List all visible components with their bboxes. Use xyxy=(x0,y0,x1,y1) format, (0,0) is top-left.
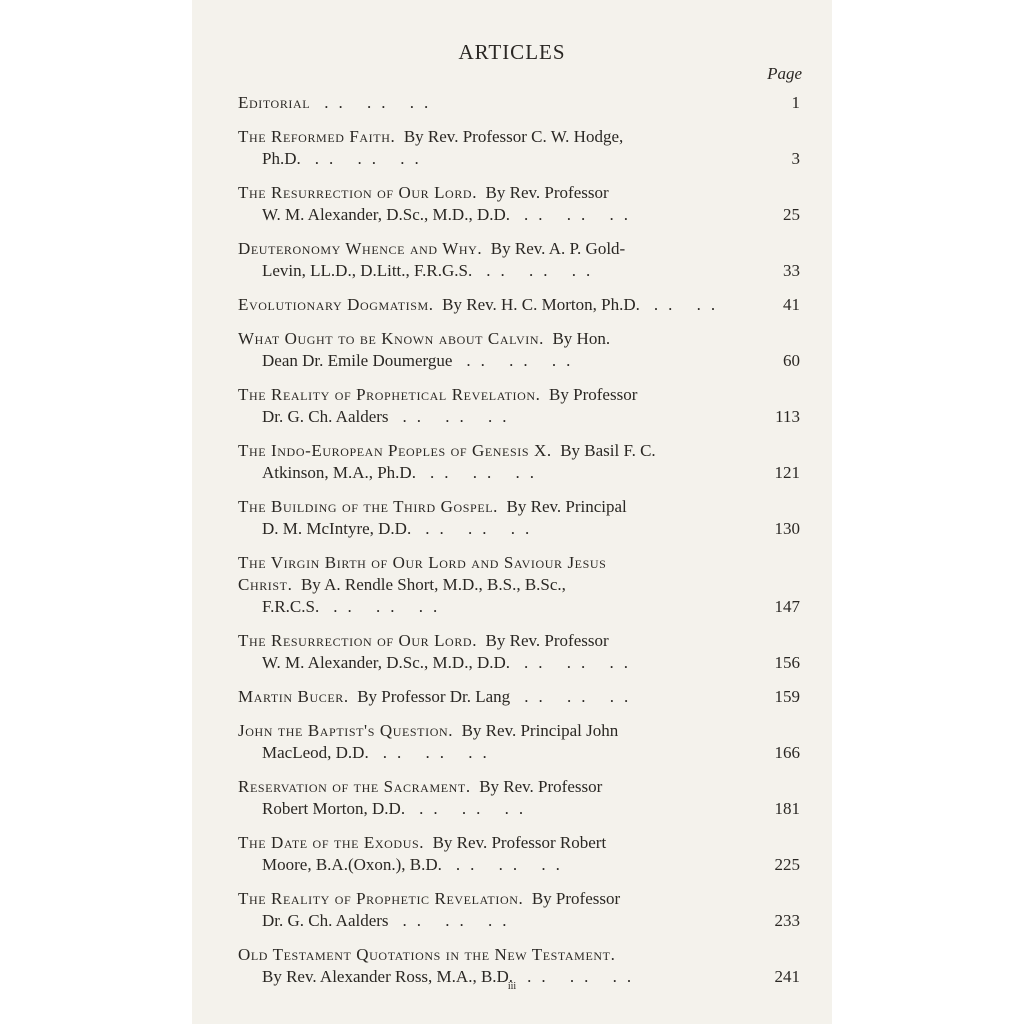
page-number: 225 xyxy=(774,855,800,874)
article-author: W. M. Alexander, D.Sc., M.D., D.D. xyxy=(262,205,511,224)
article-author: Dr. G. Ch. Aalders xyxy=(262,407,389,426)
toc-entry xyxy=(238,126,800,170)
article-author: By Rev. A. P. Gold- xyxy=(482,239,626,258)
article-author: By Rev. Principal John xyxy=(453,721,619,740)
leader-dots: .. .. .. xyxy=(402,911,517,930)
leader-dots: .. .. .. xyxy=(402,407,517,426)
page-number: 130 xyxy=(774,519,800,538)
toc-entry-line xyxy=(238,148,740,170)
toc-entry xyxy=(238,720,800,764)
page-number: 113 xyxy=(775,407,800,426)
article-author: Ph.D. xyxy=(262,149,301,168)
page-heading: ARTICLES xyxy=(458,40,566,64)
toc-entry-line xyxy=(238,440,740,462)
page-number: 121 xyxy=(774,463,800,482)
leader-dots: .. .. .. xyxy=(429,463,544,482)
article-author: Robert Morton, D.D. xyxy=(262,799,406,818)
article-author: By Professor xyxy=(540,385,638,404)
toc-entry-line xyxy=(238,384,740,406)
toc-entry xyxy=(238,328,800,372)
article-author: MacLeod, D.D. xyxy=(262,743,369,762)
leader-dots: .. .. .. xyxy=(527,967,642,986)
page-number: 156 xyxy=(774,653,800,672)
leader-dots: .. .. .. xyxy=(314,149,429,168)
page-number: 241 xyxy=(774,967,800,986)
page-number: 147 xyxy=(774,597,800,616)
toc-entry-line xyxy=(238,462,740,484)
toc-entry xyxy=(238,776,800,820)
article-title: Martin Bucer. xyxy=(238,687,349,706)
article-author: W. M. Alexander, D.Sc., M.D., D.D. xyxy=(262,653,511,672)
leader-dots: .. .. .. xyxy=(455,855,570,874)
article-title: The Building of the Third Gospel. xyxy=(238,497,499,516)
toc-entry xyxy=(238,888,800,932)
article-author: By Rev. Professor C. W. Hodge, xyxy=(395,127,624,146)
leader-dots: .. .. .. xyxy=(425,519,540,538)
toc-entry-line xyxy=(238,574,740,596)
article-author: By A. Rendle Short, M.D., B.S., B.Sc., xyxy=(292,575,566,594)
article-title: The Resurrection of Our Lord. xyxy=(238,183,478,202)
toc-entry xyxy=(238,238,800,282)
leader-dots: .. .. .. xyxy=(419,799,534,818)
page-number: 181 xyxy=(774,799,800,818)
article-author: D. M. McIntyre, D.D. xyxy=(262,519,412,538)
article-title: The Virgin Birth of Our Lord and Saviour Jesus xyxy=(238,553,607,572)
leader-dots: .. .. .. xyxy=(486,261,601,280)
article-title: Christ. xyxy=(238,575,293,594)
article-title: John the Baptist's Question. xyxy=(238,721,454,740)
page-number: 166 xyxy=(774,743,800,762)
article-author: By Basil F. C. xyxy=(551,441,656,460)
article-title: What Ought to be Known about Calvin. xyxy=(238,329,544,348)
article-author: By Rev. Professor Robert xyxy=(424,833,607,852)
toc-entry-line xyxy=(238,260,740,282)
article-author: Atkinson, M.A., Ph.D. xyxy=(262,463,416,482)
toc-entry-line xyxy=(238,832,740,854)
toc-entry-line xyxy=(238,126,740,148)
article-author: By Professor Dr. Lang xyxy=(348,687,511,706)
toc-entry-line xyxy=(238,406,740,428)
toc-entry-line xyxy=(238,944,740,966)
page-number: 41 xyxy=(783,295,800,314)
toc-entry xyxy=(238,832,800,876)
table-of-contents xyxy=(238,92,800,1000)
toc-entry-line xyxy=(238,350,740,372)
page-number: 25 xyxy=(783,205,800,224)
toc-entry-line xyxy=(238,798,740,820)
article-author: By Rev. Alexander Ross, M.A., B.D. xyxy=(262,967,514,986)
toc-entry-line xyxy=(238,92,740,114)
toc-entry-line xyxy=(238,596,740,618)
toc-entry-line xyxy=(238,742,740,764)
leader-dots: .. .. .. xyxy=(333,597,448,616)
toc-entry-line xyxy=(238,888,740,910)
page-folio: iii xyxy=(507,981,517,992)
article-title: The Reality of Prophetic Revelation. xyxy=(238,889,524,908)
page-number: 3 xyxy=(791,149,800,168)
article-title: The Indo-European Peoples of Genesis X. xyxy=(238,441,552,460)
leader-dots: .. .. xyxy=(653,295,726,314)
page-column-label: Page xyxy=(767,64,802,83)
page-number: 1 xyxy=(791,93,800,112)
page-number: 159 xyxy=(774,687,800,706)
article-author: Levin, LL.D., D.Litt., F.R.G.S. xyxy=(262,261,473,280)
page-number: 233 xyxy=(774,911,800,930)
article-author: By Professor xyxy=(523,889,621,908)
toc-entry xyxy=(238,384,800,428)
toc-entry-line xyxy=(238,182,740,204)
toc-entry-line xyxy=(238,630,740,652)
toc-entry-line xyxy=(238,294,740,316)
leader-dots: .. .. .. xyxy=(524,653,639,672)
toc-entry-line xyxy=(238,720,740,742)
toc-entry xyxy=(238,182,800,226)
toc-entry xyxy=(238,496,800,540)
toc-entry xyxy=(238,294,800,316)
page-number: 33 xyxy=(783,261,800,280)
article-author: Dean Dr. Emile Doumergue xyxy=(262,351,453,370)
article-author: By Rev. Principal xyxy=(498,497,627,516)
article-author: Dr. G. Ch. Aalders xyxy=(262,911,389,930)
leader-dots: .. .. .. xyxy=(524,687,639,706)
article-author: By Rev. H. C. Morton, Ph.D. xyxy=(433,295,640,314)
article-title: Evolutionary Dogmatism. xyxy=(238,295,434,314)
toc-entry-line xyxy=(238,686,740,708)
toc-entry-line xyxy=(238,910,740,932)
book-page xyxy=(192,0,832,1024)
article-author: Moore, B.A.(Oxon.), B.D. xyxy=(262,855,442,874)
toc-entry-line xyxy=(238,552,740,574)
toc-entry-line xyxy=(238,496,740,518)
toc-entry-line xyxy=(238,238,740,260)
article-title: The Reformed Faith. xyxy=(238,127,396,146)
toc-entry-line xyxy=(238,328,740,350)
page-number: 60 xyxy=(783,351,800,370)
article-title: The Reality of Prophetical Revelation. xyxy=(238,385,541,404)
toc-entry xyxy=(238,440,800,484)
article-author: By Rev. Professor xyxy=(477,631,609,650)
toc-entry-line xyxy=(238,652,740,674)
article-author: By Rev. Professor xyxy=(470,777,603,796)
article-author: By Hon. xyxy=(543,329,611,348)
toc-entry xyxy=(238,686,800,708)
article-title: Reservation of the Sacrament. xyxy=(238,777,471,796)
toc-entry-line xyxy=(238,854,740,876)
toc-entry xyxy=(238,552,800,618)
article-author: By Rev. Professor xyxy=(477,183,609,202)
toc-entry-line xyxy=(238,204,740,226)
article-title: The Date of the Exodus. xyxy=(238,833,425,852)
toc-entry-line xyxy=(238,518,740,540)
article-title: Deuteronomy Whence and Why. xyxy=(238,239,483,258)
article-title: The Resurrection of Our Lord. xyxy=(238,631,478,650)
toc-entry xyxy=(238,630,800,674)
leader-dots: .. .. .. xyxy=(382,743,497,762)
toc-entry xyxy=(238,92,800,114)
leader-dots: .. .. .. xyxy=(466,351,581,370)
leader-dots: .. .. .. xyxy=(324,93,439,112)
article-author: F.R.C.S. xyxy=(262,597,320,616)
leader-dots: .. .. .. xyxy=(524,205,639,224)
article-title: Editorial xyxy=(238,93,311,112)
article-title: Old Testament Quotations in the New Testament. xyxy=(238,945,616,964)
toc-entry-line xyxy=(238,776,740,798)
